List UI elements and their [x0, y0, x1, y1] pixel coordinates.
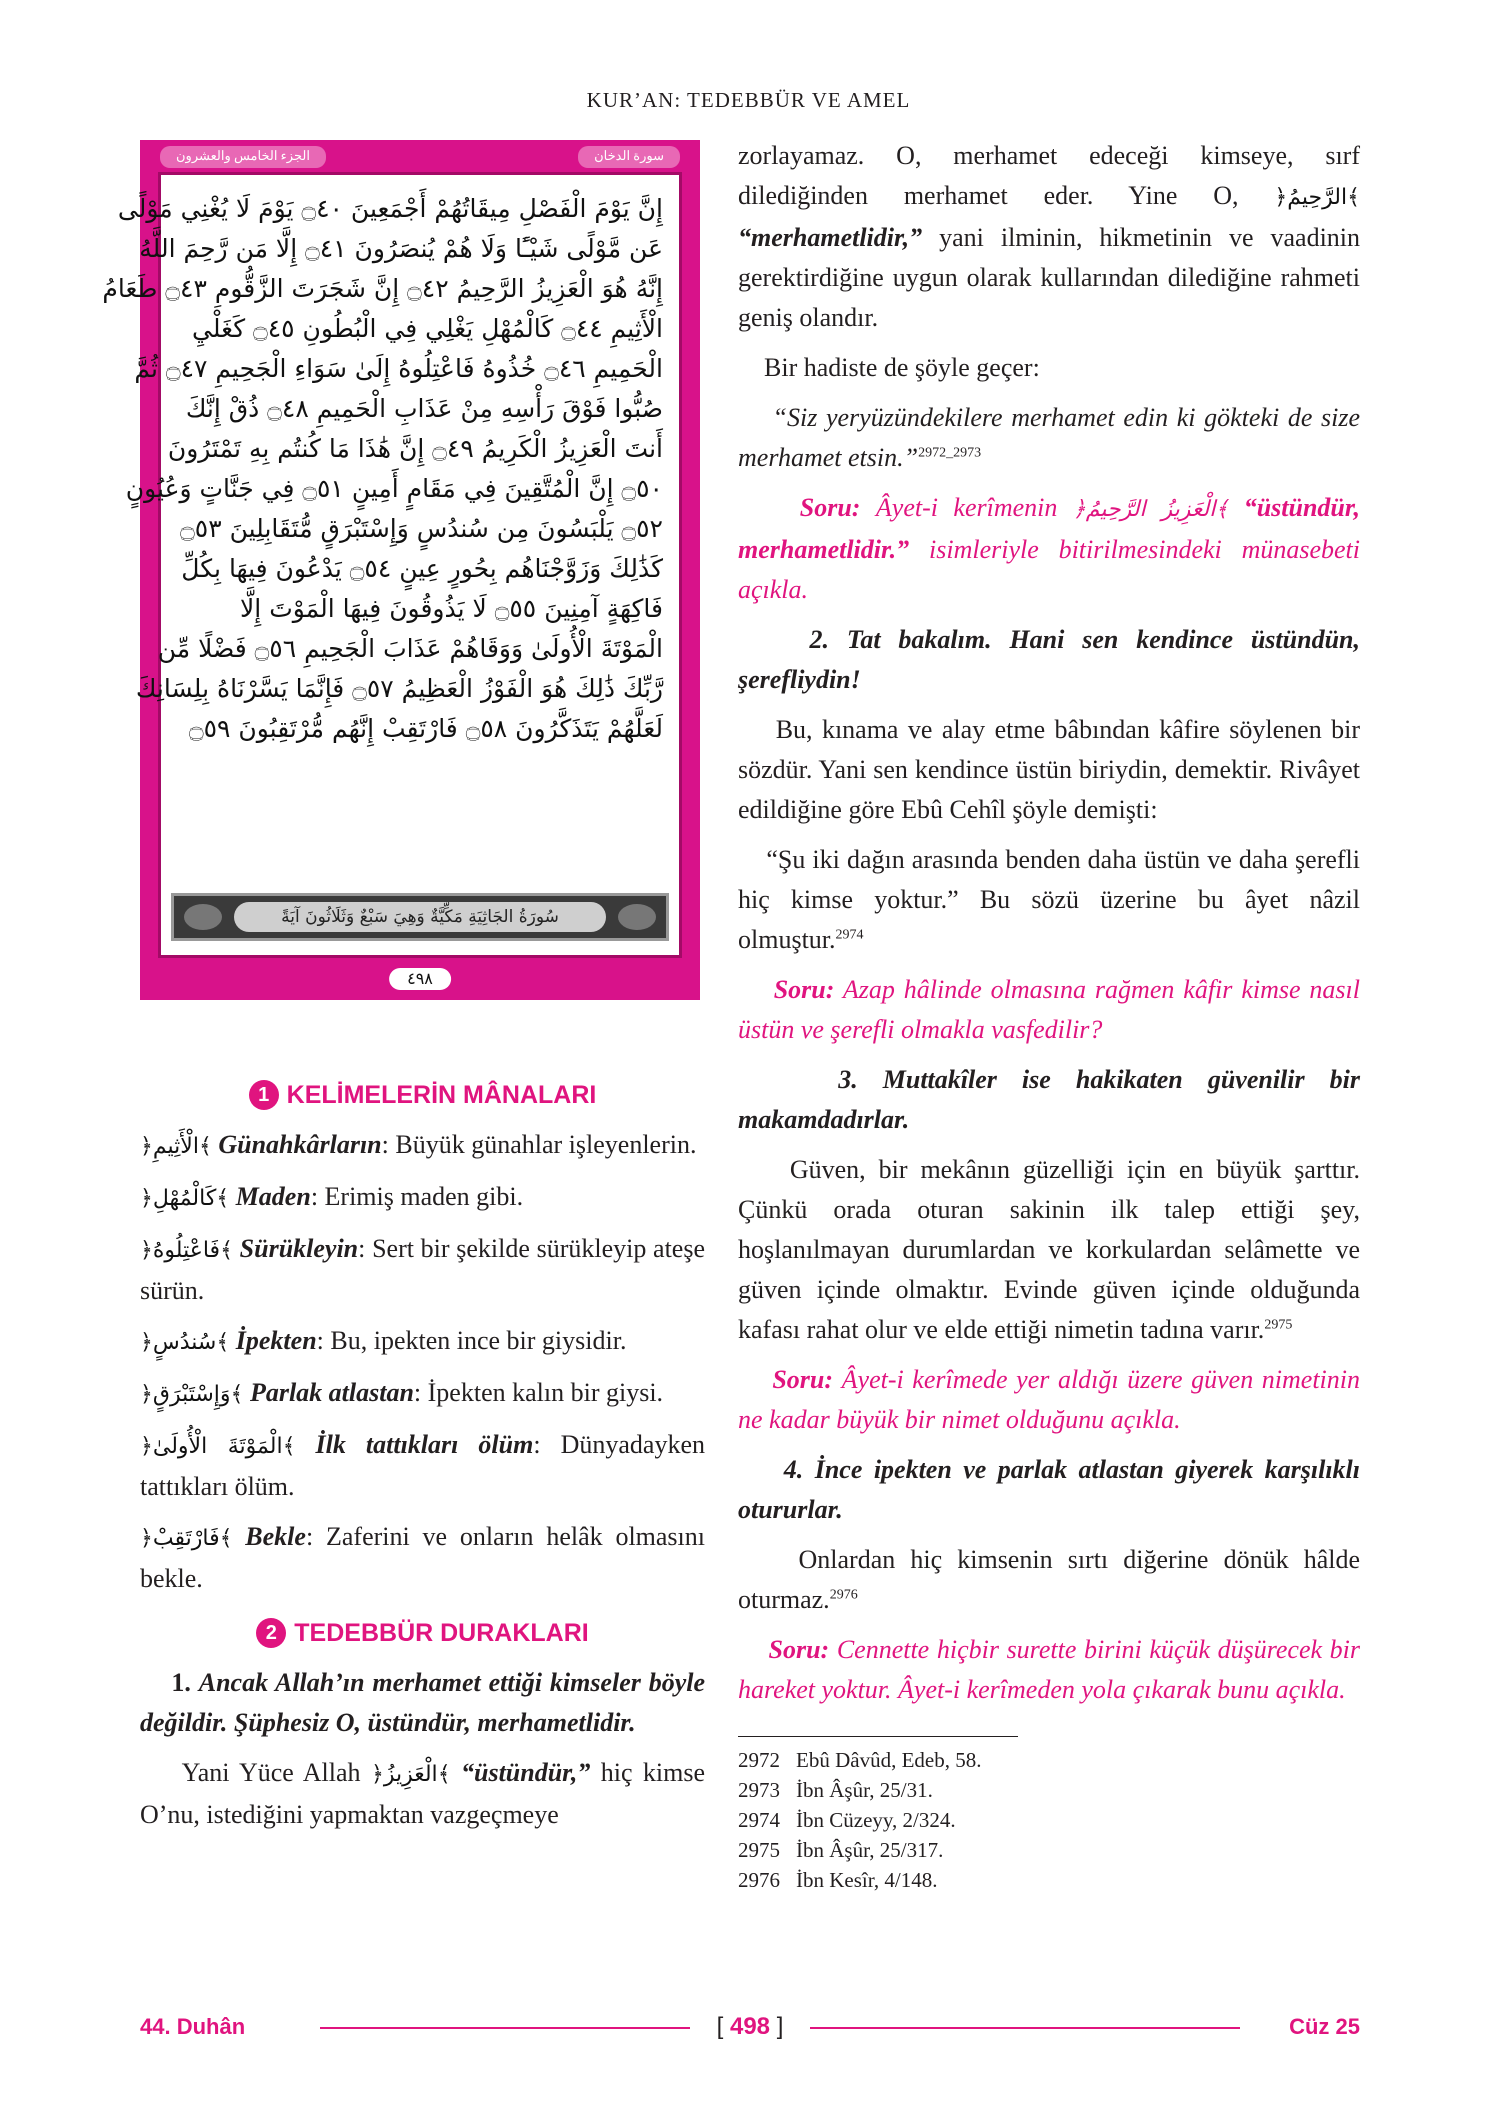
glossary-entry: ﴿فَارْتَقِبْ﴾ Bekle: Zaferini ve onların helâk olmasını bekle. [140, 1522, 705, 1593]
section-number-badge: 2 [256, 1618, 286, 1648]
sura-title: سُورَةُ الجَاثِيَةِ مَكِّيَّةٌ وَهِيَ سَبْعٌ وَثَلَاثُونَ آيَةً [234, 902, 606, 932]
mushaf-header-right: سورة الدخان [578, 146, 680, 168]
body-paragraph: Bu, kınama ve alay etme bâbından kâfire söylenen bir sözdür. Yani sen kendince üstün biriydin, demektir. Rivâyet edildiğine göre Ebû Cehîl şöyle demişti: [738, 715, 1361, 824]
tedebbur-item-1: 1. Ancak Allah’ın merhamet ettiği kimseler böyle değildir. Şüphesiz O, üstündür, merhametlidir. [140, 1668, 706, 1737]
body-paragraph: Yani Yüce Allah ﴿الْعَزِيزُ﴾ “üstündür,” hiç kimse O’nu, istediğini yapmaktan vazgeçmeye [140, 1758, 706, 1829]
question-2: Soru: Azap hâlinde olmasına rağmen kâfir kimse nasıl üstün ve şerefli olmakla vasfedilir? [738, 975, 1360, 1044]
quran-line: كَذَٰلِكَ وَزَوَّجْنَاهُم بِحُورٍ عِينٍ ۝٥٤ يَدْعُونَ فِيهَا بِكُلِّ [181, 554, 663, 583]
quran-line: لَعَلَّهُمْ يَتَذَكَّرُونَ ۝٥٨ فَارْتَقِبْ إِنَّهُم مُّرْتَقِبُونَ ۝٥٩ [188, 714, 663, 743]
quran-line: أَنتَ الْعَزِيزُ الْكَرِيمُ ۝٤٩ إِنَّ هَٰذَا مَا كُنتُم بِهِ تَمْتَرُونَ [167, 434, 663, 463]
left-column [140, 1065, 705, 1835]
glossary-entry: ﴿سُندُسٍ﴾ İpekten: Bu, ipekten ince bir giysidir. [140, 1326, 627, 1355]
quran-line: ۝٥٠ إِنَّ الْمُتَّقِينَ فِي مَقَامٍ أَمِينٍ ۝٥١ فِي جَنَّاتٍ وَعُيُونٍ [125, 474, 663, 503]
glossary-entry: ﴿كَالْمُهْلِ﴾ Maden: Erimiş maden gibi. [140, 1182, 524, 1211]
sura-title-band [171, 893, 669, 941]
body-paragraph: Güven, bir mekânın güzelliği için en büyük şarttır. Çünkü orada oturan sakinin ilk talep ettiği şey, hoşlanılmayan durumlardan ve korkulardan selâmette ve güven içinde olmaktır. Evinde güven içinde olduğunda kafası rahat olur ve elde ettiği nimetin tadına varır.$^{2975}$ [738, 1155, 1360, 1344]
quran-line: فَاكِهَةٍ آمِنِينَ ۝٥٥ لَا يَذُوقُونَ فِيهَا الْمَوْتَ إِلَّا [240, 594, 663, 623]
tedebbur-item-4: 4. İnce ipekten ve parlak atlastan giyerek karşılıklı otururlar. [738, 1455, 1361, 1524]
glossary-entry: ﴿فَاعْتِلُوهُ﴾ Sürükleyin: Sert bir şekilde sürükleyip ateşe sürün. [140, 1234, 706, 1305]
tedebbur-item-2: 2. Tat bakalım. Hani sen kendince üstündün, şerefliydin! [738, 625, 1360, 694]
quran-line: صُبُّوا فَوْقَ رَأْسِهِ مِنْ عَذَابِ الْحَمِيمِ ۝٤٨ ذُقْ إِنَّكَ [185, 394, 663, 423]
footer-page-number: [ 498 ] [716, 2013, 784, 2040]
footnote-divider [738, 1736, 1018, 1737]
body-paragraph: zorlayamaz. O, merhamet edeceği kimseye, sırf dilediğinden merhamet eder. Yine O, ﴿الرَّحِيمُ﴾ “merhametlidir,” yani ilminin, hikmetinin ve vaadinin gerektirdiğine uygun olarak kullarından dilediğine rahmeti geniş olandır. [738, 141, 1361, 332]
footnote: 2972 Ebû Dâvûd, Edeb, 58. [738, 1748, 982, 1772]
mushaf-text-area [102, 172, 682, 958]
mushaf-header [160, 146, 680, 168]
quran-line: الْأَثِيمِ ۝٤٤ كَالْمُهْلِ يَغْلِي فِي الْبُطُونِ ۝٤٥ كَغَلْيِ [192, 314, 663, 343]
footer-sura: 44. Duhân [140, 2014, 246, 2039]
footer-cuz: Cüz 25 [1289, 2014, 1360, 2039]
footnote: 2974 İbn Cüzeyy, 2/324. [738, 1808, 956, 1832]
quran-line: الْحَمِيمِ ۝٤٦ خُذُوهُ فَاعْتِلُوهُ إِلَىٰ سَوَاءِ الْجَحِيمِ ۝٤٧ ثُمَّ [134, 354, 663, 383]
question-1: Soru: Âyet-i kerîmenin ﴿الْعَزِيزُ الرَّحِيمُ﴾ “üstündür, merhametlidir.” isimleriyle bitirilmesindeki münasebeti açıkla. [738, 493, 1361, 604]
hadith-quote: “Siz yeryüzündekilere merhamet edin ki gökteki de size merhamet etsin.”$^{2972\_2973}$ [738, 403, 1361, 472]
glossary-entry: ﴿وَإِسْتَبْرَقٍ﴾ Parlak atlastan: İpekten kalın bir giysi. [140, 1378, 664, 1407]
footnote: 2975 İbn Âşûr, 25/317. [738, 1838, 944, 1862]
quran-lines [102, 189, 663, 749]
footer-rule-right [810, 2027, 1240, 2029]
mushaf-page [102, 140, 700, 1000]
quran-line: ۝٥٢ يَلْبَسُونَ مِن سُندُسٍ وَإِسْتَبْرَقٍ مُّتَقَابِلِينَ ۝٥٣ [180, 514, 663, 543]
section-title-tedebbur: 2 TEDEBBÜR DURAKLARI [140, 1613, 705, 1653]
footer-rule-left [320, 2027, 690, 2029]
mushaf-header-left: الجزء الخامس والعشرون [160, 146, 326, 168]
section-number-badge: 1 [249, 1080, 279, 1110]
footnote: 2976 İbn Kesîr, 4/148. [738, 1868, 938, 1892]
question-4: Soru: Cennette hiçbir surette birini küçük düşürecek bir hareket yoktur. Âyet-i kerîmeden yola çıkarak bunu açıkla. [738, 1635, 1361, 1704]
ornament-icon [618, 904, 656, 930]
body-paragraph: Onlardan hiç kimsenin sırtı diğerine dönük hâlde oturmaz.$^{2976}$ [738, 1545, 1360, 1614]
quran-line: إِنَّ يَوْمَ الْفَصْلِ مِيقَاتُهُمْ أَجْمَعِينَ ۝٤٠ يَوْمَ لَا يُغْنِي مَوْلًى [117, 194, 663, 223]
footnote: 2973 İbn Âşûr, 25/31. [738, 1778, 933, 1802]
page-footer [140, 2010, 1360, 2044]
footnotes [738, 1745, 1360, 1895]
right-column [738, 136, 1360, 1895]
quran-line: عَن مَّوْلًى شَيْـًٔا وَلَا هُمْ يُنصَرُونَ ۝٤١ إِلَّا مَن رَّحِمَ اللَّهُ [139, 234, 663, 263]
glossary-entry: ﴿الْأَثِيمِ﴾ Günahkârların: Büyük günahlar işleyenlerin. [140, 1130, 697, 1159]
body-paragraph: Bir hadiste de şöyle geçer: [764, 353, 1040, 382]
quran-line: رَّبِّكَ ذَٰلِكَ هُوَ الْفَوْزُ الْعَظِيمُ ۝٥٧ فَإِنَّمَا يَسَّرْنَاهُ بِلِسَانِكَ [135, 674, 663, 703]
question-3: Soru: Âyet-i kerîmede yer aldığı üzere güven nimetinin ne kadar büyük bir nimet olduğunu açıkla. [738, 1365, 1361, 1434]
quran-line: الْمَوْتَةَ الْأُولَىٰ وَوَقَاهُمْ عَذَابَ الْجَحِيمِ ۝٥٦ فَضْلًا مِّن [157, 634, 663, 663]
running-head: KUR’AN: TEDEBBÜR VE AMEL [586, 88, 911, 112]
tedebbur-item-3: 3. Muttakîler ise hakikaten güvenilir bir makamdadırlar. [738, 1065, 1360, 1134]
glossary-entry: ﴿الْمَوْتَةَ الْأُولَىٰ﴾ İlk tattıkları ölüm: Dünyadayken tattıkları ölüm. [140, 1430, 705, 1501]
ornament-icon [184, 904, 222, 930]
mushaf-page-number: ٤٩٨ [389, 968, 451, 990]
section-title-kelimeler: 1 KELİMELERİN MÂNALARI [140, 1075, 705, 1115]
quran-line: إِنَّهُ هُوَ الْعَزِيزُ الرَّحِيمُ ۝٤٢ إِنَّ شَجَرَتَ الزَّقُّومِ ۝٤٣ طَعَامُ [102, 274, 663, 303]
body-paragraph: “Şu iki dağın arasında benden daha üstün ve daha şerefli hiç kimse yoktur.” Bu sözü üzerine bu âyet nâzil olmuştur.$^{2974}$ [738, 845, 1361, 954]
